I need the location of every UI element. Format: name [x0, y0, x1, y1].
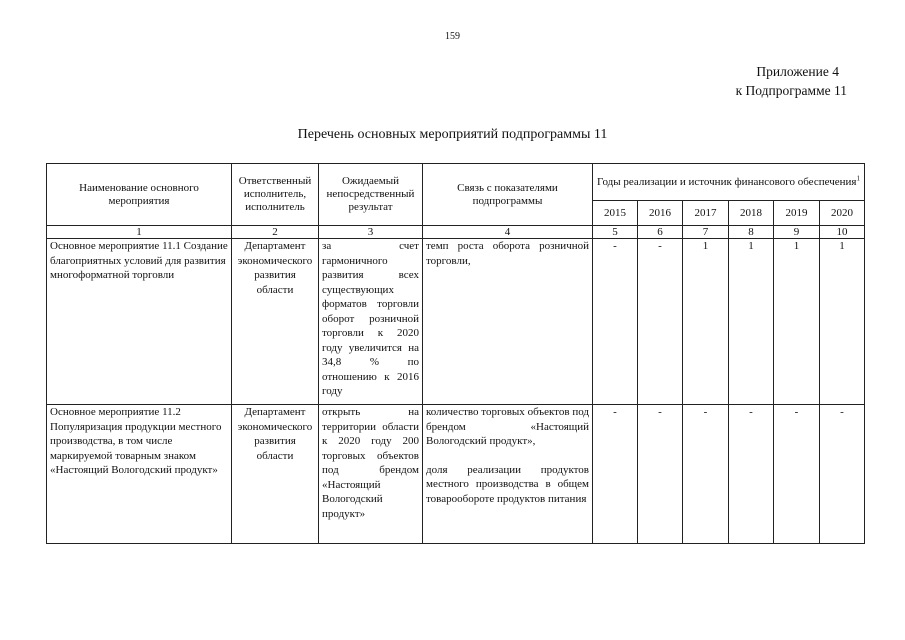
executor: Департамент экономического развития области: [232, 239, 319, 405]
column-number: 10: [820, 226, 865, 239]
expected-result: открыть на территории области к 2020 году 200 торговых объектов под брендом «Настоящий Вологодский продукт»: [319, 405, 423, 544]
year-value: -: [820, 405, 865, 544]
executor: Департамент экономического развития области: [232, 405, 319, 544]
indicators: [423, 239, 593, 405]
indicator-text: темп роста оборота розничной торговли,: [426, 240, 589, 267]
header-indicators: Связь с показателями подпрограммы: [423, 164, 593, 226]
column-number: 4: [423, 226, 593, 239]
header-year: 2019: [774, 201, 820, 226]
indicators: [423, 405, 593, 544]
activity-name: Основное мероприятие 11.2 Популяризация продукции местного производства, в том числе маркируемой товарным знаком «Настоящий Вологодский продукт»: [47, 405, 232, 544]
year-value: -: [729, 405, 774, 544]
activities-table: [46, 163, 865, 544]
year-value: 1: [820, 239, 865, 405]
column-number: 7: [683, 226, 729, 239]
column-number: 3: [319, 226, 423, 239]
table-row: [47, 405, 865, 544]
appendix-line-1: Приложение 4: [756, 64, 839, 79]
year-value: -: [774, 405, 820, 544]
year-value: -: [638, 405, 683, 544]
header-year: 2020: [820, 201, 865, 226]
header-expected-result: Ожидаемый непосредственный результат: [319, 164, 423, 226]
year-value: -: [683, 405, 729, 544]
year-value: 1: [683, 239, 729, 405]
column-number: 6: [638, 226, 683, 239]
column-number-row: [47, 226, 865, 239]
appendix-header: [735, 62, 847, 100]
header-year: 2018: [729, 201, 774, 226]
year-value: -: [638, 239, 683, 405]
year-value: 1: [729, 239, 774, 405]
indicator-text: доля реализации продуктов местного производства в общем товарообороте продуктов питания: [426, 463, 589, 505]
year-value: -: [593, 405, 638, 544]
column-number: 5: [593, 226, 638, 239]
header-year: 2015: [593, 201, 638, 226]
header-year: 2017: [683, 201, 729, 226]
page-number: 159: [445, 31, 460, 42]
year-value: -: [593, 239, 638, 405]
column-number: 1: [47, 226, 232, 239]
header-activity-name: Наименование основного мероприятия: [47, 164, 232, 226]
document-title: Перечень основных мероприятий подпрограммы 11: [297, 127, 608, 142]
header-executor: Ответственный исполнитель, исполнитель: [232, 164, 319, 226]
header-years-group: [593, 164, 865, 201]
footnote-marker: 1: [856, 173, 860, 182]
table-row: [47, 239, 865, 405]
header-years-group-text: Годы реализации и источник финансового обеспечения: [597, 175, 857, 188]
column-number: 9: [774, 226, 820, 239]
header-year: 2016: [638, 201, 683, 226]
column-number: 8: [729, 226, 774, 239]
column-number: 2: [232, 226, 319, 239]
expected-result: за счет гармоничного развития всех существующих форматов торговли оборот розничной торговли к 2020 году увеличится на 34,8 % по отношению к 2016 году: [319, 239, 423, 405]
indicator-text: количество торговых объектов под брендом «Настоящий Вологодский продукт»,: [426, 406, 589, 447]
activity-name: Основное мероприятие 11.1 Создание благоприятных условий для развития многоформатной торговли: [47, 239, 232, 405]
year-value: 1: [774, 239, 820, 405]
appendix-line-2: к Подпрограмме 11: [735, 83, 847, 98]
